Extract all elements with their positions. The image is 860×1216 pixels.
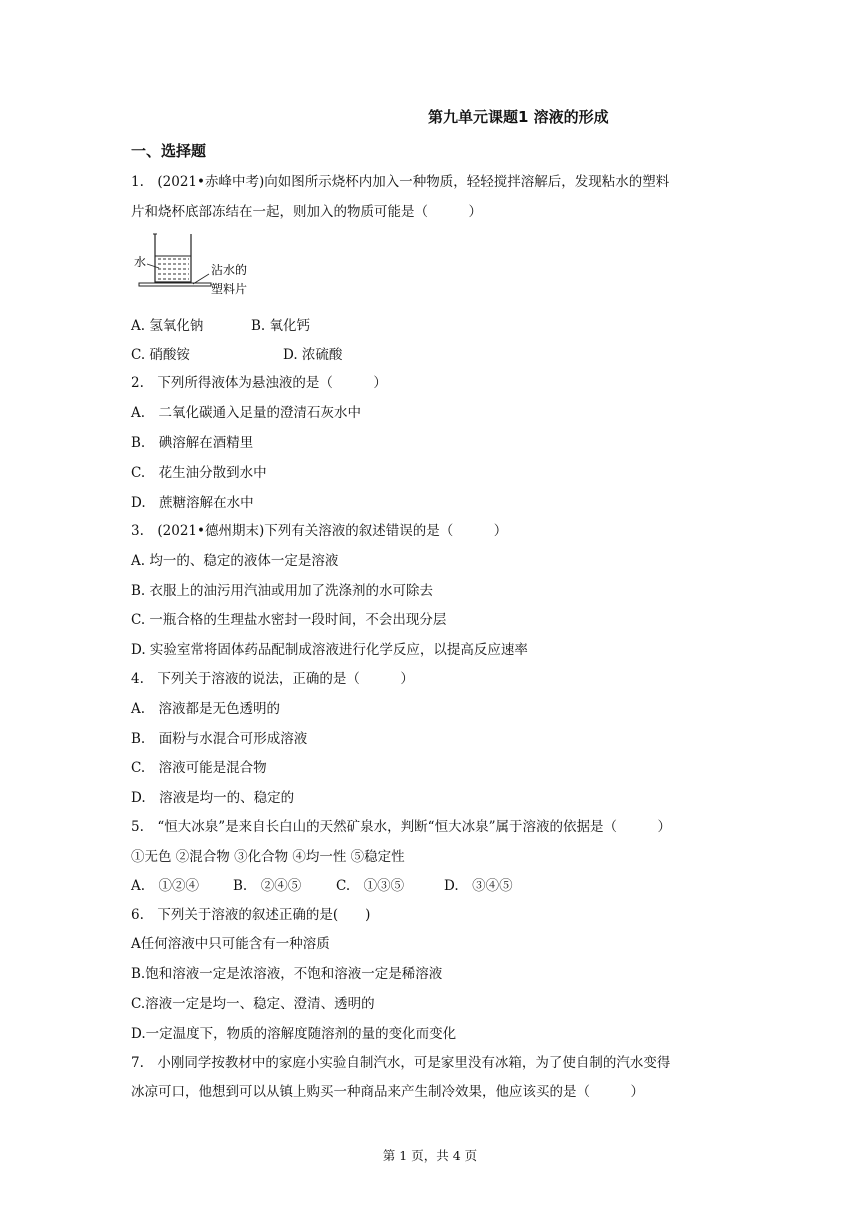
- q5-option-b: B. ②④⑤: [233, 878, 302, 894]
- q5-option-c: C. ①③⑤: [336, 878, 405, 894]
- water-label: 水: [134, 255, 147, 269]
- q2-option-b: B. 碘溶解在酒精里: [131, 435, 254, 451]
- footer-total-pages: 4: [452, 1148, 461, 1163]
- q5-choices: ①无色 ②混合物 ③化合物 ④均一性 ⑤稳定性: [131, 849, 405, 865]
- page-footer: [0, 1146, 860, 1164]
- q4-option-a: A. 溶液都是无色透明的: [131, 701, 281, 717]
- beaker-figure: [131, 226, 281, 298]
- q6-option-c: C.溶液一定是均一、稳定、澄清、透明的: [131, 996, 375, 1012]
- footer-mid: 页，共: [411, 1148, 449, 1163]
- q6-option-b: B.饱和溶液一定是浓溶液，不饱和溶液一定是稀溶液: [131, 966, 443, 982]
- q6-option-d: D.一定温度下，物质的溶解度随溶剂的量的变化而变化: [131, 1026, 457, 1042]
- footer-suffix: 页: [464, 1148, 478, 1163]
- q2-option-c: C. 花生油分散到水中: [131, 465, 267, 481]
- q6-stem: 6. 下列关于溶液的叙述正确的是( ): [131, 907, 371, 923]
- q5-stem: 5. “恒大冰泉”是来自长白山的天然矿泉水，判断“恒大冰泉”属于溶液的依据是（ ）: [131, 819, 671, 835]
- q1-stem-line2: 片和烧杯底部冻结在一起，则加入的物质可能是（ ）: [131, 204, 482, 220]
- q3-stem: 3. (2021•德州期末)下列有关溶液的叙述错误的是（ ）: [131, 523, 508, 539]
- q1-option-c: C. 硝酸铵: [131, 347, 190, 363]
- q1-options-row2: [131, 346, 731, 364]
- q3-option-c: C. 一瓶合格的生理盐水密封一段时间，不会出现分层: [131, 612, 447, 628]
- q4-option-d: D. 溶液是均一的、稳定的: [131, 790, 295, 806]
- q5-option-a: A. ①②④: [131, 878, 200, 894]
- q2-stem: 2. 下列所得液体为悬浊液的是（ ）: [131, 375, 387, 391]
- q7-stem-line1: 7. 小刚同学按教材中的家庭小实验自制汽水，可是家里没有冰箱，为了使自制的汽水变得: [131, 1055, 671, 1071]
- q1-options-row1: [131, 317, 731, 335]
- q1-stem-line1: 1. (2021•赤峰中考)向如图所示烧杯内加入一种物质，轻轻搅拌溶解后，发现粘水的塑料: [131, 174, 670, 190]
- q4-stem: 4. 下列关于溶液的说法，正确的是（ ）: [131, 671, 414, 687]
- q1-option-a: A. 氢氧化钠: [131, 318, 204, 334]
- q6-option-a: A任何溶液中只可能含有一种溶质: [131, 936, 330, 952]
- q2-option-a: A. 二氧化碳通入足量的澄清石灰水中: [131, 405, 362, 421]
- q1-option-d: D. 浓硫酸: [283, 347, 343, 363]
- q4-option-c: C. 溶液可能是混合物: [131, 760, 267, 776]
- q4-option-b: B. 面粉与水混合可形成溶液: [131, 731, 308, 747]
- q3-option-a: A. 均一的、稳定的液体一定是溶液: [131, 553, 339, 569]
- q3-option-b: B. 衣服上的油污用汽油或用加了洗涤剂的水可除去: [131, 583, 434, 599]
- q5-option-d: D. ③④⑤: [444, 878, 513, 894]
- page-title: 第九单元课题1 溶液的形成: [428, 108, 609, 126]
- footer-page-number: 1: [399, 1148, 408, 1163]
- plastic-label-2: 塑料片: [211, 282, 248, 296]
- q5-options: [131, 877, 731, 895]
- section-heading: 一、选择题: [131, 142, 207, 160]
- q2-option-d: D. 蔗糖溶解在水中: [131, 495, 254, 511]
- q1-option-b: B. 氧化钙: [251, 318, 311, 334]
- q7-stem-line2: 冰凉可口，他想到可以从镇上购买一种商品来产生制冷效果，他应该买的是（ ）: [131, 1084, 644, 1100]
- q3-option-d: D. 实验室常将固体药品配制成溶液进行化学反应，以提高反应速率: [131, 642, 528, 658]
- footer-prefix: 第: [382, 1148, 396, 1163]
- plastic-label-1: 沾水的: [211, 263, 248, 277]
